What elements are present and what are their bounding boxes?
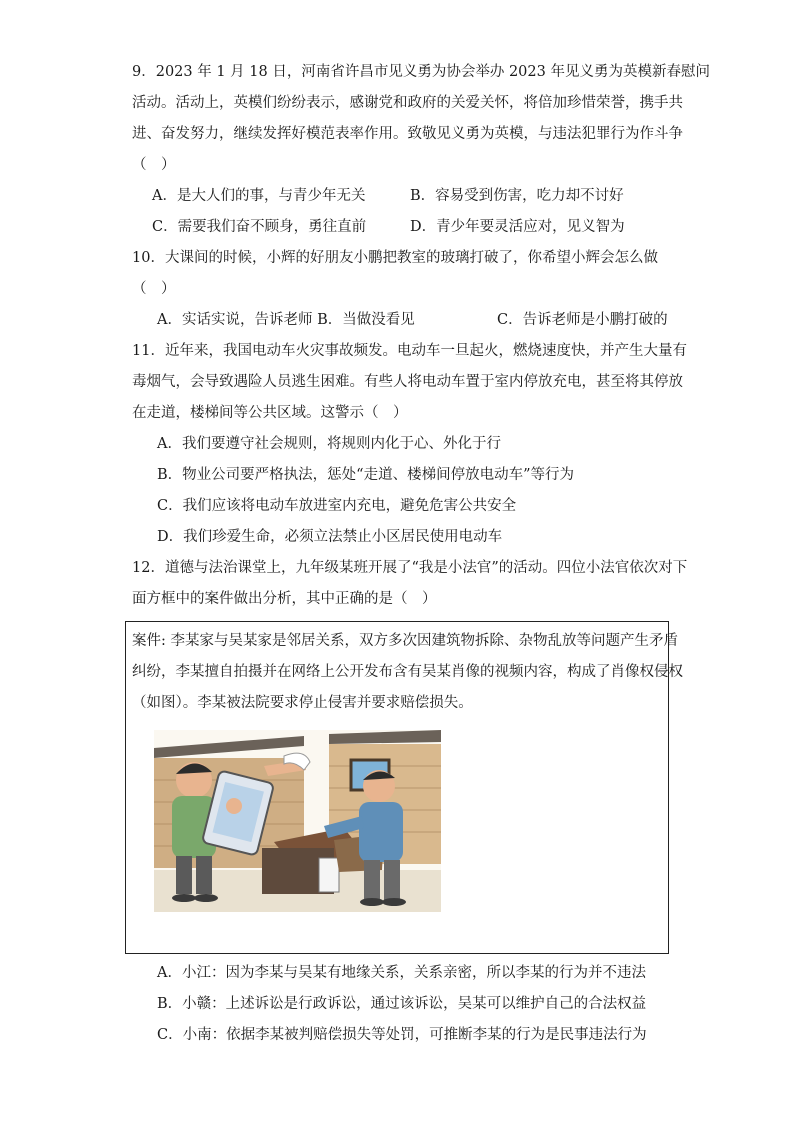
q11-option-a: A．我们要遵守社会规则，将规则内化于心、外化于行 [157,436,501,452]
q9-option-c: C．需要我们奋不顾身，勇往直前 [152,219,367,235]
case-box [125,621,683,954]
q9-stem-line-3: 进、奋发努力，继续发挥好模范表率作用。致敬见义勇为英模，与违法犯罪行为作斗争 [132,126,683,142]
q12-stem-line-2: 面方框中的案件做出分析，其中正确的是（ ） [132,591,437,607]
q11-stem-line-2: 毒烟气，会导致遇险人员逃生困难。有些人将电动车置于室内停放充电，甚至将其停放 [132,374,683,390]
q12-option-a: A．小江：因为李某与吴某有地缘关系，关系亲密，所以李某的行为并不违法 [157,965,646,981]
case-text-line-2: 纠纷，李某擅自拍摄并在网络上公开发布含有吴某肖像的视频内容，构成了肖像权侵权 [132,664,683,680]
q9-stem-line-2: 活动。活动上，英模们纷纷表示，感谢党和政府的关爱关怀，将倍加珍惜荣誉，携手共 [132,95,683,111]
q9-option-a: A．是大人们的事，与青少年无关 [152,188,366,204]
q9-option-b: B．容易受到伤害，吃力却不讨好 [410,188,624,204]
q12-option-c: C．小南：依据李某被判赔偿损失等处罚，可推断李某的行为是民事违法行为 [157,1027,647,1043]
case-text-line-3: （如图）。李某被法院要求停止侵害并要求赔偿损失。 [132,695,473,711]
case-text-line-1: 案件: 李某家与吴某家是邻居关系，双方多次因建筑物拆除、杂物乱放等问题产生矛盾 [132,633,678,649]
q11-option-b: B．物业公司要严格执法，惩处“走道、楼梯间停放电动车”等行为 [157,467,574,483]
q11-stem-line-3: 在走道，楼梯间等公共区域。这警示（ ） [132,405,408,421]
q12-stem-line-1: 12．道德与法治课堂上，九年级某班开展了“我是小法官”的活动。四位小法官依次对下 [132,560,688,576]
q9-option-d: D．青少年要灵活应对，见义智为 [410,219,625,235]
q11-option-d: D．我们珍爱生命，必须立法禁止小区居民使用电动车 [157,529,503,545]
q10-option-ab: A．实话实说，告诉老师 B．当做没看见 [157,312,415,328]
q10-option-c: C．告诉老师是小鹏打破的 [497,312,668,328]
q11-stem-line-1: 11．近年来，我国电动车火灾事故频发。电动车一旦起火，燃烧速度快，并产生大量有 [132,343,687,359]
q10-answer-blank: （ ） [132,281,176,297]
case-cartoon-illustration [154,730,441,912]
q12-option-b: B．小赣：上述诉讼是行政诉讼，通过该诉讼，吴某可以维护自己的合法权益 [157,996,647,1012]
q9-stem-line-1: 9．2023 年 1 月 18 日，河南省许昌市见义勇为协会举办 2023 年见义勇为英模新春慰问 [132,64,710,80]
q10-stem-line-1: 10．大课间的时候，小辉的好朋友小鹏把教室的玻璃打破了，你希望小辉会怎么做 [132,250,658,266]
q9-answer-blank: （ ） [132,157,176,173]
q11-option-c: C．我们应该将电动车放进室内充电，避免危害公共安全 [157,498,517,514]
